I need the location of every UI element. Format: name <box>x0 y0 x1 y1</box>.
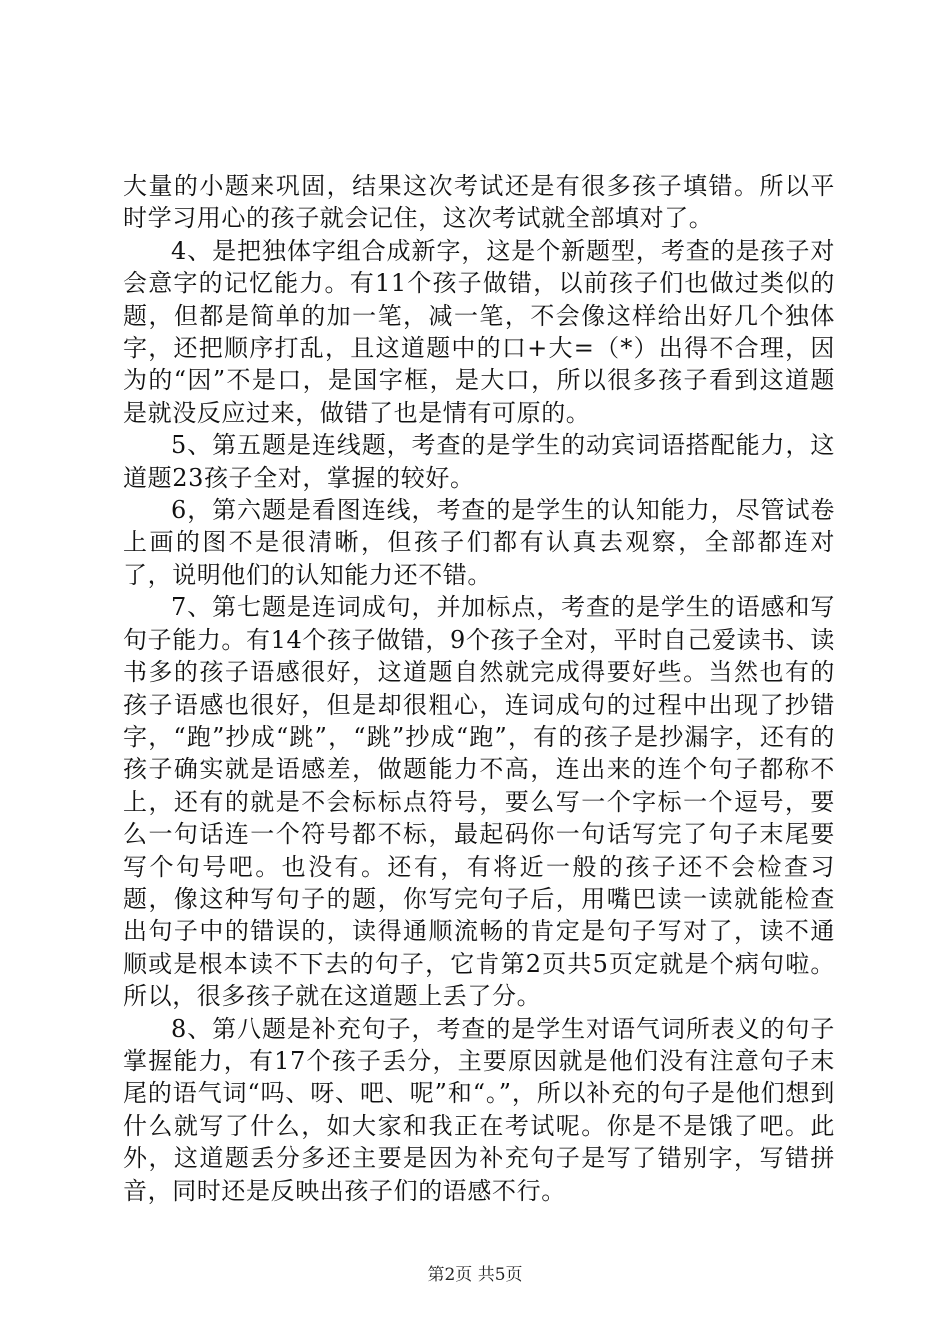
paragraph-item-6: 6，第六题是看图连线，考查的是学生的认知能力，尽管试卷上画的图不是很清晰，但孩子们都有认真去观察，全部都连对了，说明他们的认知能力还不错。 <box>123 496 835 589</box>
paragraph-item-5: 5、第五题是连线题，考查的是学生的动宾词语搭配能力，这道题23孩子全对，掌握的较好。 <box>123 431 835 492</box>
paragraph-continuation: 大量的小题来巩固，结果这次考试还是有很多孩子填错。所以平时学习用心的孩子就会记住，这次考试就全部填对了。 <box>123 172 835 233</box>
body-text <box>123 170 835 1207</box>
paragraph-item-8: 8、第八题是补充句子，考查的是学生对语气词所表义的句子掌握能力，有17个孩子丢分，主要原因就是他们没有注意句子末尾的语气词“吗、呀、吧、呢”和“。”，所以补充的句子是他们想到什么就写了什么，如大家和我正在考试呢。你是不是饿了吧。此外，这道题丢分多还主要是因为补充句子是写了错别字，写错拼音，同时还是反映出孩子们的语感不行。 <box>123 1014 835 1205</box>
paragraph-item-4: 4、是把独体字组合成新字，这是个新题型，考查的是孩子对会意字的记忆能力。有11个孩子做错，以前孩子们也做过类似的题，但都是简单的加一笔，减一笔，不会像这样给出好几个独体字，还把顺序打乱，且这道题中的口+大=（*）出得不合理，因为的“因”不是口，是国字框，是大口，所以很多孩子看到这道题是就没反应过来，做错了也是情有可原的。 <box>123 236 835 427</box>
page-footer: 第2页 共5页 <box>427 1265 523 1285</box>
paragraph-item-7: 7、第七题是连词成句，并加标点，考查的是学生的语感和写句子能力。有14个孩子做错，9个孩子全对，平时自己爱读书、读书多的孩子语感很好，这道题自然就完成得要好些。当然也有的孩子语感也很好，但是却很粗心，连词成句的过程中出现了抄错字，“跑”抄成“跳”，“跳”抄成“跑”，有的孩子是抄漏字，还有的孩子确实就是语感差，做题能力不高，连出来的连个句子都称不上，还有的就是不会标标点符号，要么写一个字标一个逗号，要么一句话连一个符号都不标，最起码你一句话写完了句子末尾要写个句号吧。也没有。还有，有将近一般的孩子还不会检查习题，像这种写句子的题，你写完句子后，用嘴巴读一读就能检查出句子中的错误的，读得通顺流畅的肯定是句子写对了，读不通顺或是根本读不下去的句子，它肯第2页共5页定就是个病句啦。所以，很多孩子就在这道题上丢了分。 <box>123 593 835 1011</box>
